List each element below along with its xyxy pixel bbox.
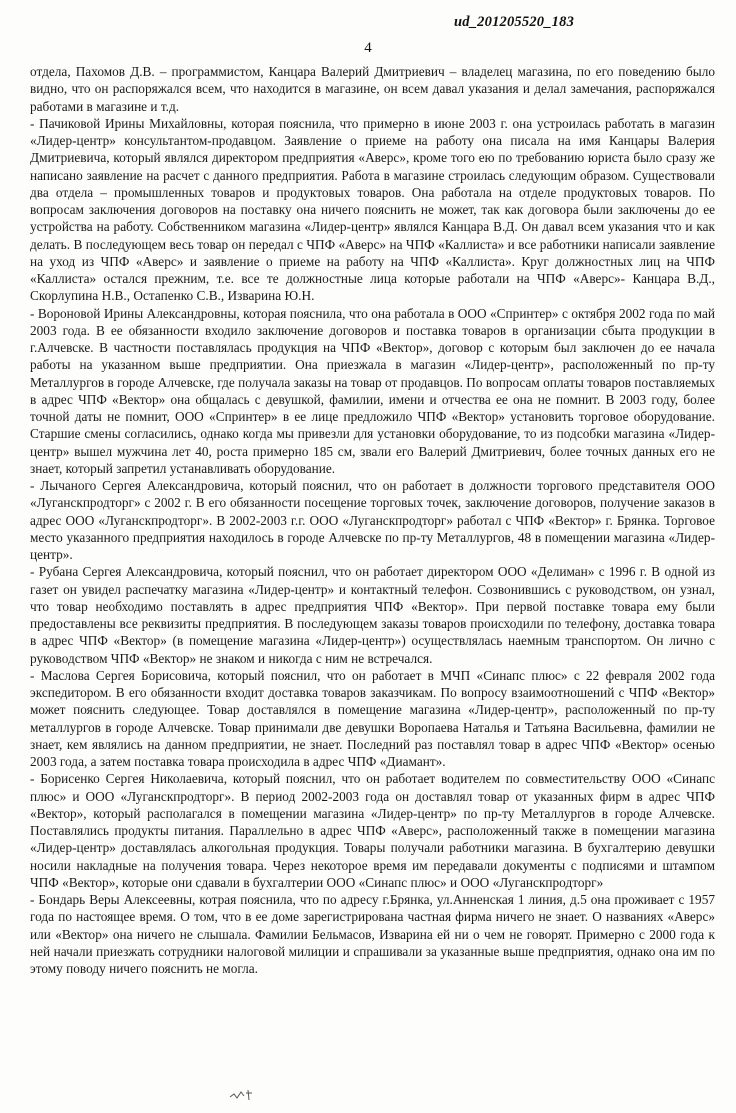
- paragraph: - Лычаного Сергея Александровича, который пояснил, что он работает в должности торгового представителя ООО «Луганскпродторг» с 2002 г. В его обязанности посещение торговых точек, заключение договоров, получение заказов в адрес ООО «Луганскпродторг». В 2002-2003 г.г. ООО «Луганскпродторг» работал с ЧПФ «Вектор» г. Брянка. Торговое место указанного предприятия находилось в городе Алчевске по пр-ту Металлургов, 48 в помещении магазина «Лидер-центр».: [30, 478, 715, 562]
- document-body: [30, 63, 715, 977]
- paragraph: отдела, Пахомов Д.В. – программистом, Канцара Валерий Дмитриевич – владелец магазина, по его поведению было видно, что он распоряжался всем, что находится в магазине, он всем давал указания и делал замечания, распоряжался работами в магазине и т.д.: [30, 64, 715, 114]
- paragraph: - Вороновой Ирины Александровны, которая пояснила, что она работала в ООО «Спринтер» с октября 2002 года по май 2003 года. В ее обязанности входило заключение договоров и поставка товаров в организации сбыта продукции в г.Алчевске. В частности поставлялась продукция на ЧПФ «Вектор», договор с которым был заключен до ее начала работы на указанном выше предприятии. Она приезжала в магазин «Лидер-центр», расположенный по пр-ту Металлургов в городе Алчевске, где получала заказы на товар от продавцов. По вопросам оплаты товаров поставляемых в адрес ЧПФ «Вектор» она общалась с девушкой, фамилии, имени и отчества ее она не помнит. В 2003 году, более точной даты не помнит, ООО «Спринтер» в ее лице предложило ЧПФ «Вектор» установить торговое оборудование. Старшие смены согласились, однако когда мы привезли для установки оборудование, то из подсобки магазина «Лидер-центр» вышел мужчина лет 40, роста примерно 185 см, звали его Валерий Дмитриевич, более точных данных его не знает, который запретил устанавливать оборудование.: [30, 305, 715, 476]
- paragraph: - Бондарь Веры Алексеевны, котрая пояснила, что по адресу г.Брянка, ул.Анненская 1 линия, д.5 она проживает с 1957 года по настоящее время. О том, что в ее доме зарегистрирована частная фирма ничего не знает. О названиях «Аверс» или «Вектор» она ничего не слышала. Фамилии Бельмасов, Изварина ей ни о чем не говорят. Примерно с 2000 года к ней начали приезжать сотрудники налоговой милиции и спрашивали за указанные выше предприятия, однако она им по этому поводу ничего пояснить не могла.: [30, 892, 715, 976]
- paragraph: - Борисенко Сергея Николаевича, который пояснил, что он работает водителем по совместительству ООО «Синапс плюс» и ООО «Луганскпродторг». В период 2002-2003 года он доставлял товар от указанных фирм в адрес ЧПФ «Вектор», который располагался в помещении магазина «Лидер-центр» по пр-ту Металлургов в городе Алчевске. Поставлялись продукты питания. Параллельно в адрес ЧПФ «Аверс», расположенный также в помещении магазина «Лидер-центр» доставлялась алкогольная продукция. Товары получали работники магазина. В бухгалтерию девушки носили накладные на получения товара. Через некоторое время им передавали документы с подписями и штампом ЧПФ «Вектор», которые они сдавали в бухгалтерии ООО «Синапс плюс» и ООО «Луганскпродторг»: [30, 771, 715, 890]
- page-number: 4: [364, 40, 372, 56]
- stray-ink-mark: [228, 1088, 254, 1102]
- paragraph: - Маслова Сергея Борисовича, который пояснил, что он работает в МЧП «Синапс плюс» с 22 февраля 2002 года экспедитором. В его обязанности входит доставка товаров заказчикам. По вопросу взаимоотношений с ЧПФ «Вектор» может пояснить следующее. Товар доставлялся в помещение магазина «Лидер-центр», расположенный по пр-ту металлургов в городе Алчевске. Товар принимали две девушки Воропаева Наталья и Татьяна Васильевна, фамилии не знает, кем являлись на данном предприятии, не знает. Последний раз поставлял товар в адрес ЧПФ «Вектор» осенью 2003 года, а затем поставка товара происходила в адрес ЧПФ «Диамант».: [30, 667, 715, 769]
- document-id: ud_201205520_183: [454, 14, 575, 30]
- paragraph: - Пачиковой Ирины Михайловны, которая пояснила, что примерно в июне 2003 г. она устроилась работать в магазин «Лидер-центр» консультантом-продавцом. Заявление о приеме на работу она писала на имя Канцары Валерия Дмитриевича, который являлся директором предприятия «Аверс», кроме того ею по требованию юриста было сразу же написано заявление на расчет с данного предприятия. Работа в магазине строилась следующим образом. Существовали два отдела – промышленных товаров и продуктовых товаров. Она работала на отделе продуктовых товаров. По вопросам заключения договоров на поставку она ничего пояснить не может, так как договора были заключены до ее устройства на работу. Собственником магазина «Лидер-центр» являлся Канцара В.Д. Он давал всем указания что и как делать. В последующем весь товар он передал с ЧПФ «Аверс» на ЧПФ «Каллиста» и все работники написали заявление на уход из ЧПФ «Аверс» и заявление о приеме на работу на ЧПФ «Каллиста». Круг должностных лиц на ЧПФ «Каллиста» остался прежним, т.е. все те должностные лица которые работали на ЧПФ «Аверс»- Канцара В.Д., Скорлупина Н.В., Остапенко С.В., Изварина Ю.Н.: [30, 115, 715, 304]
- paragraph: - Рубана Сергея Александровича, который пояснил, что он работает директором ООО «Делиман» с 1996 г. В одной из газет он увидел распечатку магазина «Лидер-центр» и контактный телефон. Созвонившись с руководством, он узнал, что товар необходимо поставлять в адрес предприятия ЧПФ «Вектор». При первой поставке товара ему были предоставлены все реквизиты предприятия. В последующем заказы товаров происходили по телефону, доставка товара в адрес ЧПФ «Вектор» (в помещение магазина «Лидер-центр») осуществлялась наемным транспортом. Он лично с руководством ЧПФ «Вектор» не знаком и никогда с ним не встречался.: [30, 564, 715, 666]
